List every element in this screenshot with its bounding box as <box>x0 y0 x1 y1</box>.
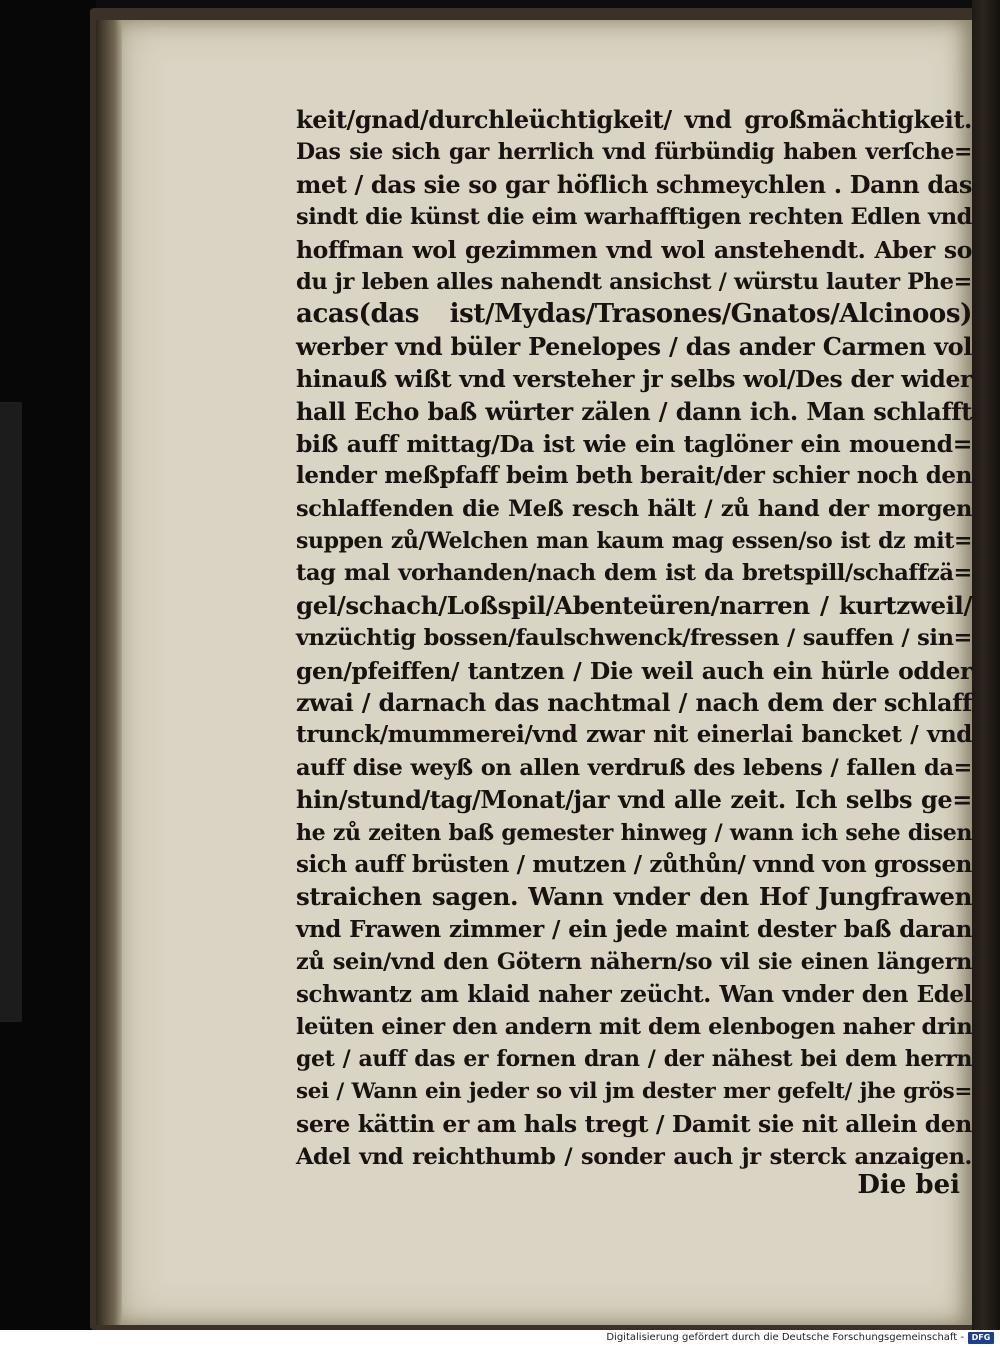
text-line: acas(das ist/Mydas/Trasones/Gnatos/Alcinoos) <box>296 299 972 330</box>
catchword: Die bei <box>857 1170 960 1200</box>
text-line: hinauß wißt vnd versteher jr selbs wol/Des der wider <box>296 365 972 394</box>
text-line: Adel vnd reichthumb / sonder auch jr sterck anzaigen. <box>296 1143 972 1170</box>
text-line: hall Echo baß würter zälen / dann ich. Man schlafft <box>296 396 972 426</box>
page-text-block <box>296 104 972 1173</box>
text-line: sindt die künst die eim warhafftigen rechten Edlen vnd <box>296 204 972 231</box>
text-line: Das sie sich gar herrlich vnd fürbündig haben verſche= <box>296 139 972 166</box>
text-line: werber vnd büler Penelopes / das ander Carmen vol <box>296 331 972 361</box>
text-line: lender meßpfaff beim beth berait/der schier noch den <box>296 462 972 490</box>
text-line: keit/gnad/durchleüchtigkeit/ vnd großmächtigkeit. <box>296 105 972 134</box>
text-line: leüten einer den andern mit dem elenbogen naher drin <box>296 1013 973 1040</box>
text-line: sich auff brüsten / mutzen / zůthůn/ vnnd von grossen <box>296 850 972 878</box>
text-line: get / auff das er fornen dran / der nähest bei dem herrn <box>296 1046 972 1073</box>
text-line: schlaffenden die Meß resch hält / zů hand der morgen <box>296 495 972 522</box>
text-line: schwantz am klaid naher zeücht. Wan vnder den Edel <box>296 980 972 1008</box>
text-line: sere kättin er am hals tregt / Damit sie nit allein den <box>296 1110 972 1139</box>
digitization-footer <box>0 1330 1000 1347</box>
text-line: vnd Frawen zimmer / ein jede maint dester baß daran <box>296 915 972 943</box>
scan-left-margin <box>0 0 96 1347</box>
text-line: straichen sagen. Wann vnder den Hof Jungfrawen <box>296 882 972 912</box>
text-line: du jr leben alles nahendt ansichst / würstu lauter Phe= <box>296 268 972 295</box>
dfg-logo-badge: DFG <box>968 1332 994 1344</box>
text-line: biß auff mittag/Da ist wie ein taglöner ein mouend= <box>296 429 972 458</box>
book-cover-edge <box>972 0 1000 1330</box>
text-line: suppen zů/Welchen man kaum mag essen/so ist dz mit= <box>296 528 972 555</box>
text-line: vnzüchtig bossen/faulschwenck/fressen / sauffen / sin= <box>296 625 972 652</box>
text-line: trunck/mummerei/vnd zwar nit einerlai bancket / vnd <box>296 721 972 749</box>
text-line: tag mal vorhanden/nach dem ist da bretspill/schaffzä= <box>296 560 972 587</box>
text-line: zů sein/vnd den Götern nähern/so vil sie einen längern <box>296 949 972 976</box>
text-line: gel/schach/Loßspil/Abenteüren/narren / kurtzweil/ <box>296 590 972 620</box>
text-line: zwai / darnach das nachtmal / nach dem der schlaff <box>296 688 972 718</box>
text-line: hin/stund/tag/Monat/jar vnd alle zeit. Ich selbs ge= <box>296 785 972 815</box>
text-line: auff dise weyß on allen verdruß des lebens / fallen da= <box>296 754 972 781</box>
text-line: met / das sie so gar höflich schmeychlen . Dann das <box>296 169 972 199</box>
text-line: he zů zeiten baß gemester hinweg / wann ich sehe disen <box>296 819 972 846</box>
scan-edge-mark <box>0 402 22 1022</box>
text-line: sei / Wann ein jeder so vil jm dester mer gefelt/ jhe grös= <box>296 1078 972 1104</box>
text-line: hoffman wol gezimmen vnd wol anstehendt. Aber so <box>296 235 972 264</box>
footer-credit: Digitalisierung gefördert durch die Deutsche Forschungsgemeinschaft - <box>606 1332 964 1343</box>
text-line: gen/pfeiffen/ tantzen / Die weil auch ein hürle odder <box>296 656 972 685</box>
